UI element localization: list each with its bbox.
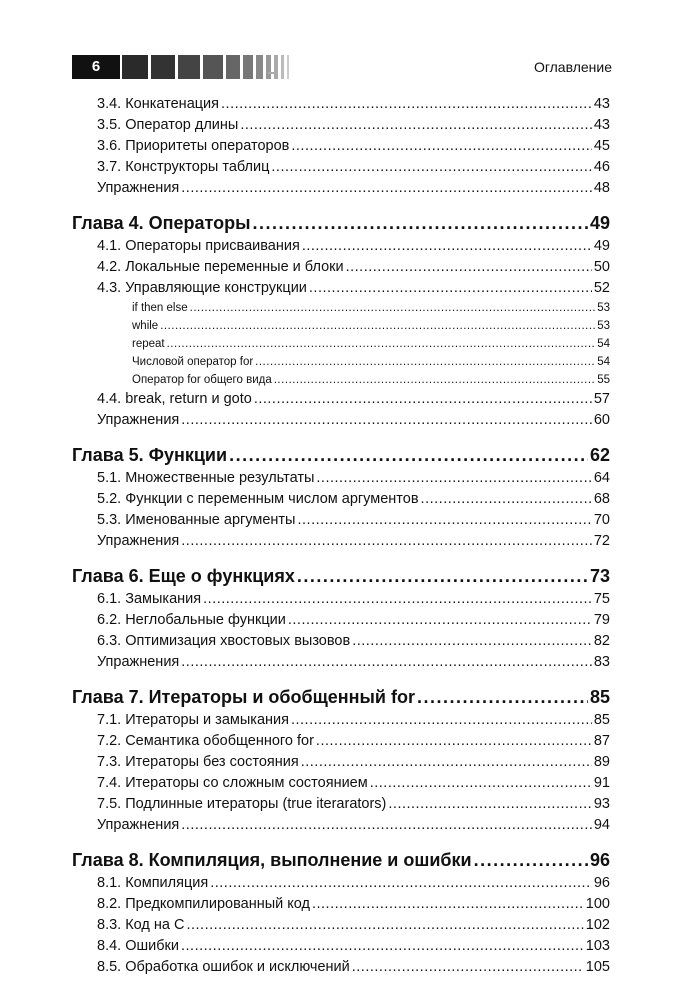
toc-page-number: 46 (593, 159, 610, 175)
toc-chapter (72, 442, 610, 468)
toc-dot-leader (254, 389, 592, 410)
toc-entry-label: Упражнения (97, 817, 180, 833)
toc-entry-label: 4.3. Управляющие конструкции (97, 280, 307, 296)
toc-entry-label: 7.3. Итераторы без состояния (97, 754, 299, 770)
toc-page-number: 75 (593, 591, 610, 607)
toc-section (72, 531, 610, 552)
toc-chapter (72, 847, 610, 873)
toc-dot-leader (190, 299, 596, 317)
toc-dot-leader (352, 957, 584, 978)
toc-dot-leader (474, 847, 588, 873)
toc-page-number: 45 (593, 138, 610, 154)
toc-section (72, 710, 610, 731)
toc-page-number: 49 (593, 238, 610, 254)
toc-dot-leader (370, 773, 592, 794)
toc-section (72, 94, 610, 115)
header-block (281, 55, 284, 79)
toc-page-number: 50 (593, 259, 610, 275)
header-block (226, 55, 240, 79)
toc-entry-label: 8.1. Компиляция (97, 875, 209, 891)
toc-section (72, 815, 610, 836)
toc-entry-label: Упражнения (97, 654, 180, 670)
toc-section (72, 773, 610, 794)
toc-page-number: 85 (589, 687, 610, 707)
toc-subsection (72, 317, 610, 335)
toc-page-number: 54 (597, 338, 610, 350)
toc-entry-label: 8.2. Предкомпилированный код (97, 896, 310, 912)
toc-dot-leader (186, 915, 583, 936)
toc-dot-leader (240, 115, 592, 136)
toc-dot-leader (160, 317, 595, 335)
toc-section (72, 873, 610, 894)
header-block (266, 55, 271, 79)
toc-dot-leader (388, 794, 591, 815)
toc-entry-label: Глава 8. Компиляция, выполнение и ошибки (72, 850, 472, 870)
toc-entry-label: repeat (132, 338, 165, 350)
toc-entry-label: 7.1. Итераторы и замыкания (97, 712, 289, 728)
toc-dot-leader (203, 589, 592, 610)
toc-dot-leader (421, 489, 592, 510)
toc-section (72, 731, 610, 752)
toc-entry-label: 8.3. Код на C (97, 917, 185, 933)
toc-dot-leader (291, 136, 592, 157)
toc-page-number: 89 (593, 754, 610, 770)
toc-page-number: 103 (585, 938, 610, 954)
toc-page-number: 57 (593, 391, 610, 407)
toc-subsection (72, 353, 610, 371)
toc-dot-leader (309, 278, 592, 299)
toc-section (72, 589, 610, 610)
toc-entry-label: Глава 6. Еще о функциях (72, 566, 295, 586)
toc-chapter (72, 563, 610, 589)
toc-section (72, 278, 610, 299)
toc-section (72, 489, 610, 510)
toc-page-number: 49 (589, 213, 610, 233)
toc-page-number: 53 (597, 320, 610, 332)
toc-section (72, 631, 610, 652)
toc-section (72, 178, 610, 199)
toc-entry-label: 5.1. Множественные результаты (97, 470, 315, 486)
toc-entry-label: 3.4. Конкатенация (97, 96, 220, 112)
toc-subsection (72, 371, 610, 389)
toc-page-number: 94 (593, 817, 610, 833)
toc-entry-label: while (132, 320, 159, 332)
toc-page-number: 62 (589, 445, 610, 465)
toc-dot-leader (297, 563, 588, 589)
table-of-contents (72, 94, 610, 978)
toc-dot-leader (181, 531, 592, 552)
toc-page-number: 72 (593, 533, 610, 549)
toc-page-number: 52 (593, 280, 610, 296)
toc-section (72, 136, 610, 157)
header-block (287, 55, 289, 79)
toc-page-number: 48 (593, 180, 610, 196)
toc-dot-leader (252, 210, 588, 236)
toc-page-number: 87 (593, 733, 610, 749)
toc-page-number: 43 (593, 117, 610, 133)
toc-dot-leader (255, 353, 595, 371)
page-header (72, 55, 612, 81)
toc-section (72, 115, 610, 136)
toc-entry-label: 3.5. Оператор длины (97, 117, 239, 133)
header-block (256, 55, 263, 79)
toc-section (72, 894, 610, 915)
toc-page-number: 73 (589, 566, 610, 586)
toc-entry-label: 3.6. Приоритеты операторов (97, 138, 290, 154)
toc-dot-leader (346, 257, 592, 278)
toc-entry-label: if then else (132, 302, 188, 314)
toc-dot-leader (297, 510, 591, 531)
toc-dot-leader (301, 752, 592, 773)
toc-page-number: 96 (593, 875, 610, 891)
toc-page-number: 83 (593, 654, 610, 670)
toc-dot-leader (352, 631, 592, 652)
toc-entry-label: Упражнения (97, 180, 180, 196)
toc-dot-leader (288, 610, 592, 631)
toc-page-number: 100 (585, 896, 610, 912)
header-block (274, 55, 278, 79)
toc-dot-leader (271, 157, 591, 178)
toc-dot-leader (302, 236, 592, 257)
toc-subsection (72, 335, 610, 353)
toc-section (72, 410, 610, 431)
header-block (178, 55, 200, 79)
toc-entry-label: Оператор for общего вида (132, 374, 272, 386)
toc-page-number: 96 (589, 850, 610, 870)
toc-entry-label: 8.5. Обработка ошибок и исключений (97, 959, 350, 975)
toc-page-number: 54 (597, 356, 610, 368)
toc-page-number: 60 (593, 412, 610, 428)
toc-entry-label: 5.2. Функции с переменным числом аргументов (97, 491, 419, 507)
toc-chapter (72, 684, 610, 710)
toc-section (72, 257, 610, 278)
toc-dot-leader (167, 335, 596, 353)
toc-page-number: 91 (593, 775, 610, 791)
toc-entry-label: 8.4. Ошибки (97, 938, 179, 954)
toc-chapter (72, 210, 610, 236)
toc-section (72, 157, 610, 178)
header-block (122, 55, 148, 79)
toc-page-number: 85 (593, 712, 610, 728)
toc-entry-label: 4.1. Операторы присваивания (97, 238, 300, 254)
running-title: Оглавление (533, 59, 612, 75)
header-tick (268, 72, 275, 74)
toc-section (72, 236, 610, 257)
toc-page-number: 82 (593, 633, 610, 649)
toc-page-number: 102 (585, 917, 610, 933)
toc-entry-label: 6.2. Неглобальные функции (97, 612, 286, 628)
toc-section (72, 936, 610, 957)
toc-page-number: 68 (593, 491, 610, 507)
toc-dot-leader (312, 894, 584, 915)
toc-page-number: 105 (585, 959, 610, 975)
toc-entry-label: Упражнения (97, 412, 180, 428)
toc-page-number: 93 (593, 796, 610, 812)
toc-entry-label: 4.2. Локальные переменные и блоки (97, 259, 344, 275)
toc-entry-label: 6.3. Оптимизация хвостовых вызовов (97, 633, 351, 649)
toc-entry-label: 3.7. Конструкторы таблиц (97, 159, 270, 175)
toc-page-number: 53 (597, 302, 610, 314)
toc-entry-label: 5.3. Именованные аргументы (97, 512, 296, 528)
toc-entry-label: 4.4. break, return и goto (97, 391, 252, 407)
toc-page-number: 64 (593, 470, 610, 486)
toc-dot-leader (316, 731, 592, 752)
toc-section (72, 510, 610, 531)
header-block (243, 55, 253, 79)
toc-entry-label: Глава 4. Операторы (72, 213, 251, 233)
toc-entry-label: Глава 7. Итераторы и обобщенный for (72, 687, 415, 707)
toc-section (72, 957, 610, 978)
toc-section (72, 652, 610, 673)
toc-entry-label: 7.2. Семантика обобщенного for (97, 733, 314, 749)
toc-entry-label: Глава 5. Функции (72, 445, 228, 465)
toc-section (72, 752, 610, 773)
toc-section (72, 794, 610, 815)
toc-entry-label: 6.1. Замыкания (97, 591, 202, 607)
toc-section (72, 915, 610, 936)
header-block (151, 55, 175, 79)
toc-dot-leader (181, 936, 584, 957)
toc-section (72, 389, 610, 410)
toc-dot-leader (210, 873, 592, 894)
toc-dot-leader (181, 410, 592, 431)
toc-dot-leader (274, 371, 595, 389)
toc-page-number: 79 (593, 612, 610, 628)
toc-dot-leader (181, 652, 592, 673)
toc-dot-leader (316, 468, 591, 489)
toc-page-number: 70 (593, 512, 610, 528)
toc-dot-leader (291, 710, 592, 731)
toc-section (72, 468, 610, 489)
toc-dot-leader (229, 442, 588, 468)
toc-entry-label: 7.4. Итераторы со сложным состоянием (97, 775, 368, 791)
toc-subsection (72, 299, 610, 317)
toc-entry-label: Упражнения (97, 533, 180, 549)
header-block (203, 55, 223, 79)
toc-dot-leader (221, 94, 592, 115)
toc-entry-label: Числовой оператор for (132, 356, 254, 368)
toc-page-number: 43 (593, 96, 610, 112)
toc-entry-label: 7.5. Подлинные итераторы (true iterarators) (97, 796, 387, 812)
page-number: 6 (72, 55, 120, 79)
toc-dot-leader (417, 684, 588, 710)
toc-page-number: 55 (597, 374, 610, 386)
toc-dot-leader (181, 178, 592, 199)
toc-section (72, 610, 610, 631)
toc-dot-leader (181, 815, 592, 836)
